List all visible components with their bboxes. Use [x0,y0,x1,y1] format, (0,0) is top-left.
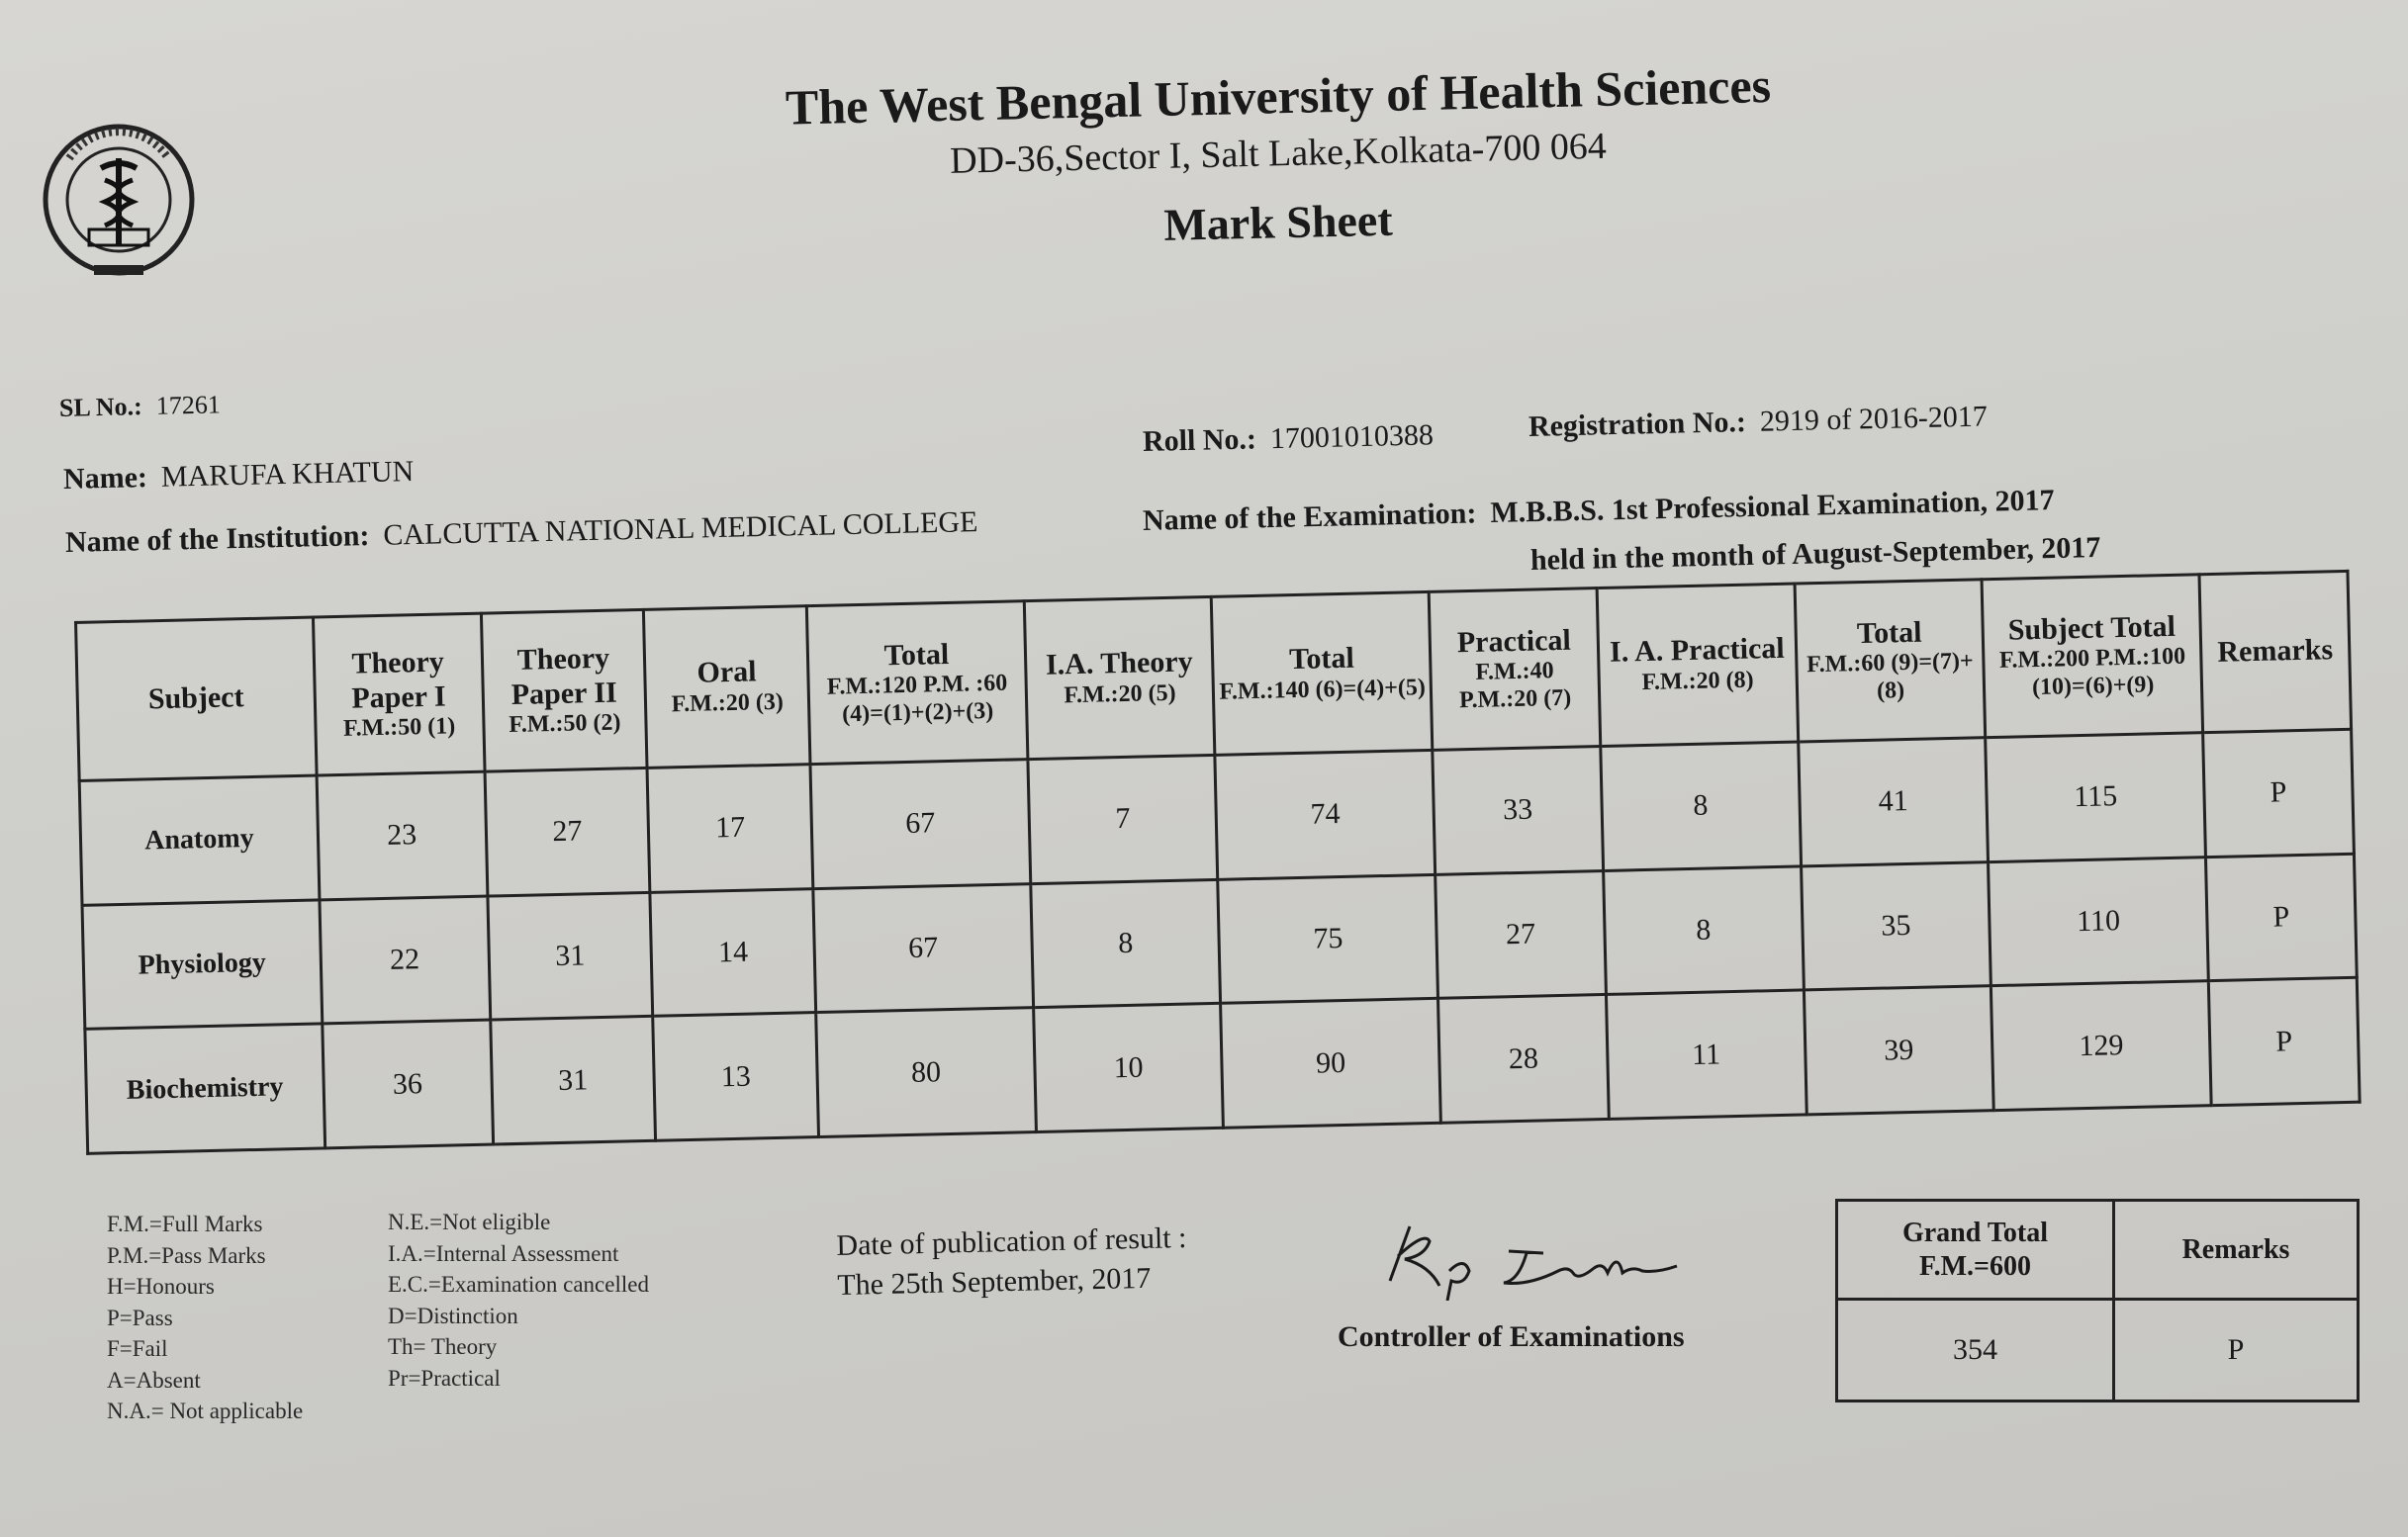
column-header-sub: F.M.:40 P.M.:20 (7) [1458,658,1572,714]
name-label: Name: [62,461,148,496]
mark-cell: 27 [485,768,651,895]
publication-label: Date of publication of result : [836,1221,1187,1262]
mark-cell: 8 [1601,742,1802,870]
registration-value: 2919 of 2016-2017 [1759,400,1989,438]
column-header-title: Subject [147,680,244,716]
mark-cell: 14 [650,888,816,1016]
column-header-title: I.A. Theory [1045,645,1193,682]
mark-cell: 115 [1986,733,2205,862]
legend-column-2 [388,1207,649,1394]
exam-value-line1: M.B.B.S. 1st Professional Examination, 2017 [1490,484,2055,530]
roll-value: 17001010388 [1269,418,1435,456]
mark-cell: 80 [816,1008,1036,1137]
column-header-sub: F.M.:120 P.M. :60 (4)=(1)+(2)+(3) [826,670,1008,728]
roll-label: Roll No.: [1142,422,1257,458]
legend-item: N.E.=Not eligible [388,1210,551,1234]
column-header [1212,591,1433,755]
column-header-sub: F.M.:20 (5) [1064,679,1176,709]
mark-cell: 36 [323,1020,494,1148]
grand-remarks-heading: Remarks [2114,1201,2359,1300]
subject-name: Anatomy [79,775,320,905]
mark-cell: 27 [1436,870,1607,998]
legend-item: I.A.=Internal Assessment [388,1240,619,1266]
mark-cell: 23 [317,771,488,899]
institution-value: CALCUTTA NATIONAL MEDICAL COLLEGE [383,505,978,552]
mark-cell: 90 [1221,999,1440,1129]
controller-signature [1370,1212,1707,1301]
mark-cell: 74 [1215,750,1435,879]
column-header [481,609,647,771]
mark-cell: P [2205,854,2357,981]
mark-cell: 39 [1804,986,1993,1115]
mark-cell: 35 [1801,861,1991,990]
legend-item: F=Fail [107,1336,168,1361]
exam-value-line2: held in the month of August-September, 2017 [1529,530,2101,577]
column-header-title: I. A. Practical [1609,632,1786,670]
mark-cell: P [2203,729,2355,857]
subject-name: Physiology [82,900,323,1030]
roll-no [1143,418,1435,459]
grand-total-heading [1837,1201,2114,1300]
mark-cell: 7 [1028,755,1219,883]
mark-cell: 8 [1604,866,1805,995]
mark-cell: 41 [1798,738,1988,866]
column-header [1982,575,2202,738]
university-name: The West Bengal University of Health Sciences [785,57,1772,136]
column-header [1429,588,1600,751]
column-header-title: Total [1856,615,1922,650]
university-address: DD-36,Sector I, Salt Lake,Kolkata-700 064 [949,125,1608,182]
legend-item: H=Honours [107,1274,215,1299]
mark-cell: 22 [320,896,491,1024]
legend-item: P.M.=Pass Marks [107,1242,266,1268]
column-header-sub: F.M.:140 (6)=(4)+(5) [1219,674,1427,705]
mark-cell: 17 [647,765,813,892]
column-header [1597,584,1798,746]
column-header [644,606,810,768]
legend-item: D=Distinction [388,1303,518,1328]
grand-total-fm: F.M.=600 [1919,1250,2031,1282]
student-name [63,455,415,497]
mark-cell: 13 [653,1013,819,1140]
column-header [2199,571,2352,732]
sl-no [59,390,221,423]
grand-total-label: Grand Total [1901,1217,2049,1248]
mark-cell: 28 [1438,995,1610,1124]
column-header-title: Theory Paper II [510,641,618,711]
column-header-title: Theory Paper I [350,645,446,715]
column-header [1024,596,1215,759]
column-header-sub: F.M.:50 (2) [509,709,621,739]
column-header-sub: F.M.:50 (1) [342,713,456,743]
subject-name: Biochemistry [85,1024,325,1153]
marks-table [74,570,2362,1155]
legend-item: E.C.=Examination cancelled [388,1272,649,1297]
exam-label: Name of the Examination: [1142,497,1477,537]
mark-cell: P [2208,978,2360,1106]
mark-cell: 75 [1218,874,1437,1004]
marks-table-body [79,729,2360,1153]
institution-label: Name of the Institution: [64,519,370,559]
legend-item: Th= Theory [388,1334,498,1359]
mark-cell: 33 [1433,747,1604,874]
column-header-sub: F.M.:60 (9)=(7)+(8) [1806,648,1974,704]
column-header-title: Remarks [2217,633,2334,670]
column-header-title: Total [883,637,950,673]
publication-date [836,1219,1188,1306]
mark-cell: 129 [1991,981,2211,1111]
column-header [76,617,317,780]
legend-item: Pr=Practical [388,1365,501,1391]
grand-total-value: 354 [1837,1300,2114,1401]
column-header-sub: F.M.:20 (3) [671,688,785,718]
grand-total-table [1835,1199,2360,1402]
grand-total-header [1837,1201,2359,1300]
column-header-title: Total [1288,642,1355,677]
mark-cell: 11 [1606,990,1806,1119]
legend-item: A=Absent [107,1367,201,1393]
mark-cell: 67 [813,883,1033,1013]
column-header [1795,580,1986,742]
column-header [313,613,484,775]
sl-no-label: SL No.: [58,392,143,422]
registration-no [1528,400,1989,444]
mark-cell: 31 [490,1017,656,1144]
publication-value: The 25th September, 2017 [836,1261,1152,1302]
registration-label: Registration No.: [1528,406,1747,443]
mark-cell: 110 [1989,857,2208,986]
controller-title: Controller of Examinations [1338,1320,1685,1353]
exam-name [1143,484,2055,538]
sl-no-value: 17261 [155,390,222,420]
mark-cell: 8 [1030,879,1221,1008]
mark-cell: 67 [810,760,1030,889]
grand-total-row [1837,1300,2359,1401]
column-header [806,601,1027,765]
column-header-sub: F.M.:20 (8) [1641,667,1754,696]
document-title: Mark Sheet [1162,194,1394,250]
mark-cell: 31 [487,892,653,1020]
legend-item: F.M.=Full Marks [107,1212,263,1236]
legend-item: N.A.= Not applicable [107,1399,304,1423]
column-header-title: Practical [1456,623,1572,659]
column-header-title: Subject Total [2007,609,2176,647]
column-header-sub: F.M.:200 P.M.:100 (10)=(6)+(9) [1998,643,2186,700]
legend-item: P=Pass [107,1305,173,1330]
mark-cell: 10 [1033,1004,1224,1132]
grand-total-remarks: P [2114,1300,2359,1401]
institution [65,505,978,560]
name-value: MARUFA KHATUN [160,454,415,494]
legend-column-1 [107,1209,303,1427]
column-header-title: Oral [696,655,757,690]
